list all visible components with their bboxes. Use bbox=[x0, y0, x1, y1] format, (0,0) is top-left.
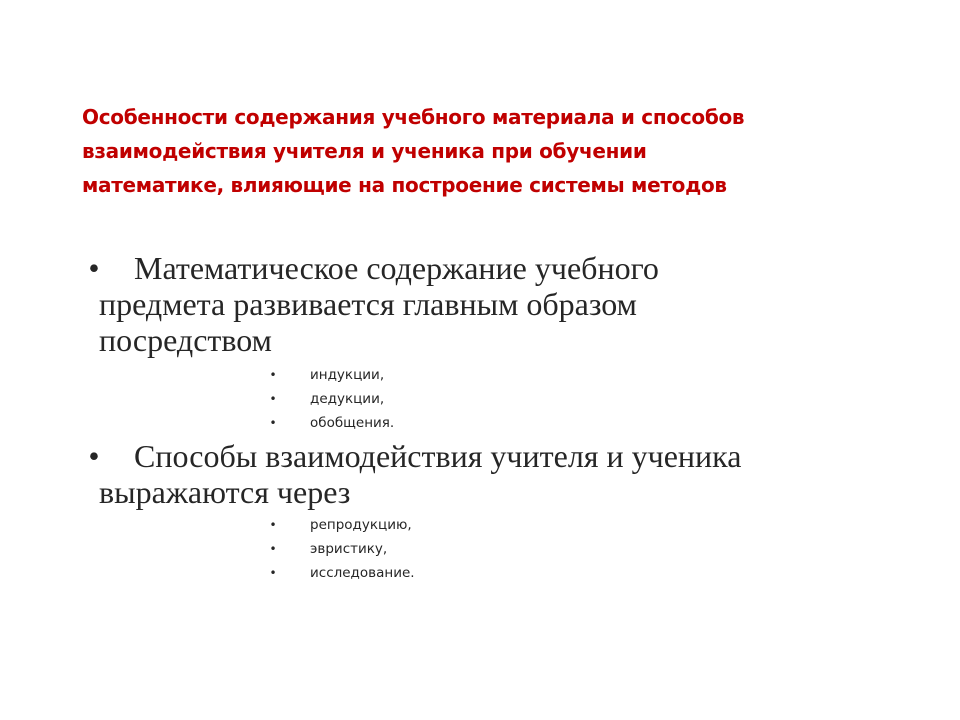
sub-bullet-item bbox=[268, 537, 415, 561]
sub-bullet-item bbox=[268, 561, 415, 585]
bullet-dot-icon: • bbox=[269, 368, 277, 382]
sub-bullet-item bbox=[268, 363, 394, 387]
slide-title bbox=[82, 100, 902, 202]
slide-title-line: математике, влияющие на построение системы методов bbox=[82, 173, 727, 197]
bullet-dot-icon: • bbox=[269, 392, 277, 406]
sub-bullet-list bbox=[268, 513, 415, 585]
bullet-text-line: выражаются через bbox=[99, 474, 351, 510]
sub-bullet-item bbox=[268, 513, 415, 537]
bullet-text-line: Математическое содержание учебного bbox=[134, 250, 659, 286]
sub-bullet-item bbox=[268, 411, 394, 435]
slide-title-line: взаимодействия учителя и ученика при обучении bbox=[82, 139, 647, 163]
bullet-text-line: посредством bbox=[99, 322, 272, 358]
bullet-dot-icon: • bbox=[88, 438, 100, 474]
bullet-dot-icon: • bbox=[269, 518, 277, 532]
slide-title-line: Особенности содержания учебного материала и способов bbox=[82, 105, 745, 129]
sub-bullet-label: индукции, bbox=[310, 367, 385, 383]
bullet-dot-icon: • bbox=[88, 250, 100, 286]
bullet-point bbox=[82, 250, 882, 358]
bullet-text-line: предмета развивается главным образом bbox=[99, 286, 637, 322]
bullet-point bbox=[82, 438, 882, 510]
bullet-dot-icon: • bbox=[269, 566, 277, 580]
sub-bullet-item bbox=[268, 387, 394, 411]
sub-bullet-list bbox=[268, 363, 394, 435]
sub-bullet-label: репродукцию, bbox=[310, 517, 412, 533]
sub-bullet-label: эвристику, bbox=[310, 541, 388, 557]
bullet-text-line: Способы взаимодействия учителя и ученика bbox=[134, 438, 742, 474]
sub-bullet-label: дедукции, bbox=[310, 391, 385, 407]
bullet-dot-icon: • bbox=[269, 542, 277, 556]
bullet-dot-icon: • bbox=[269, 416, 277, 430]
sub-bullet-label: исследование. bbox=[310, 565, 415, 581]
sub-bullet-label: обобщения. bbox=[310, 415, 395, 431]
